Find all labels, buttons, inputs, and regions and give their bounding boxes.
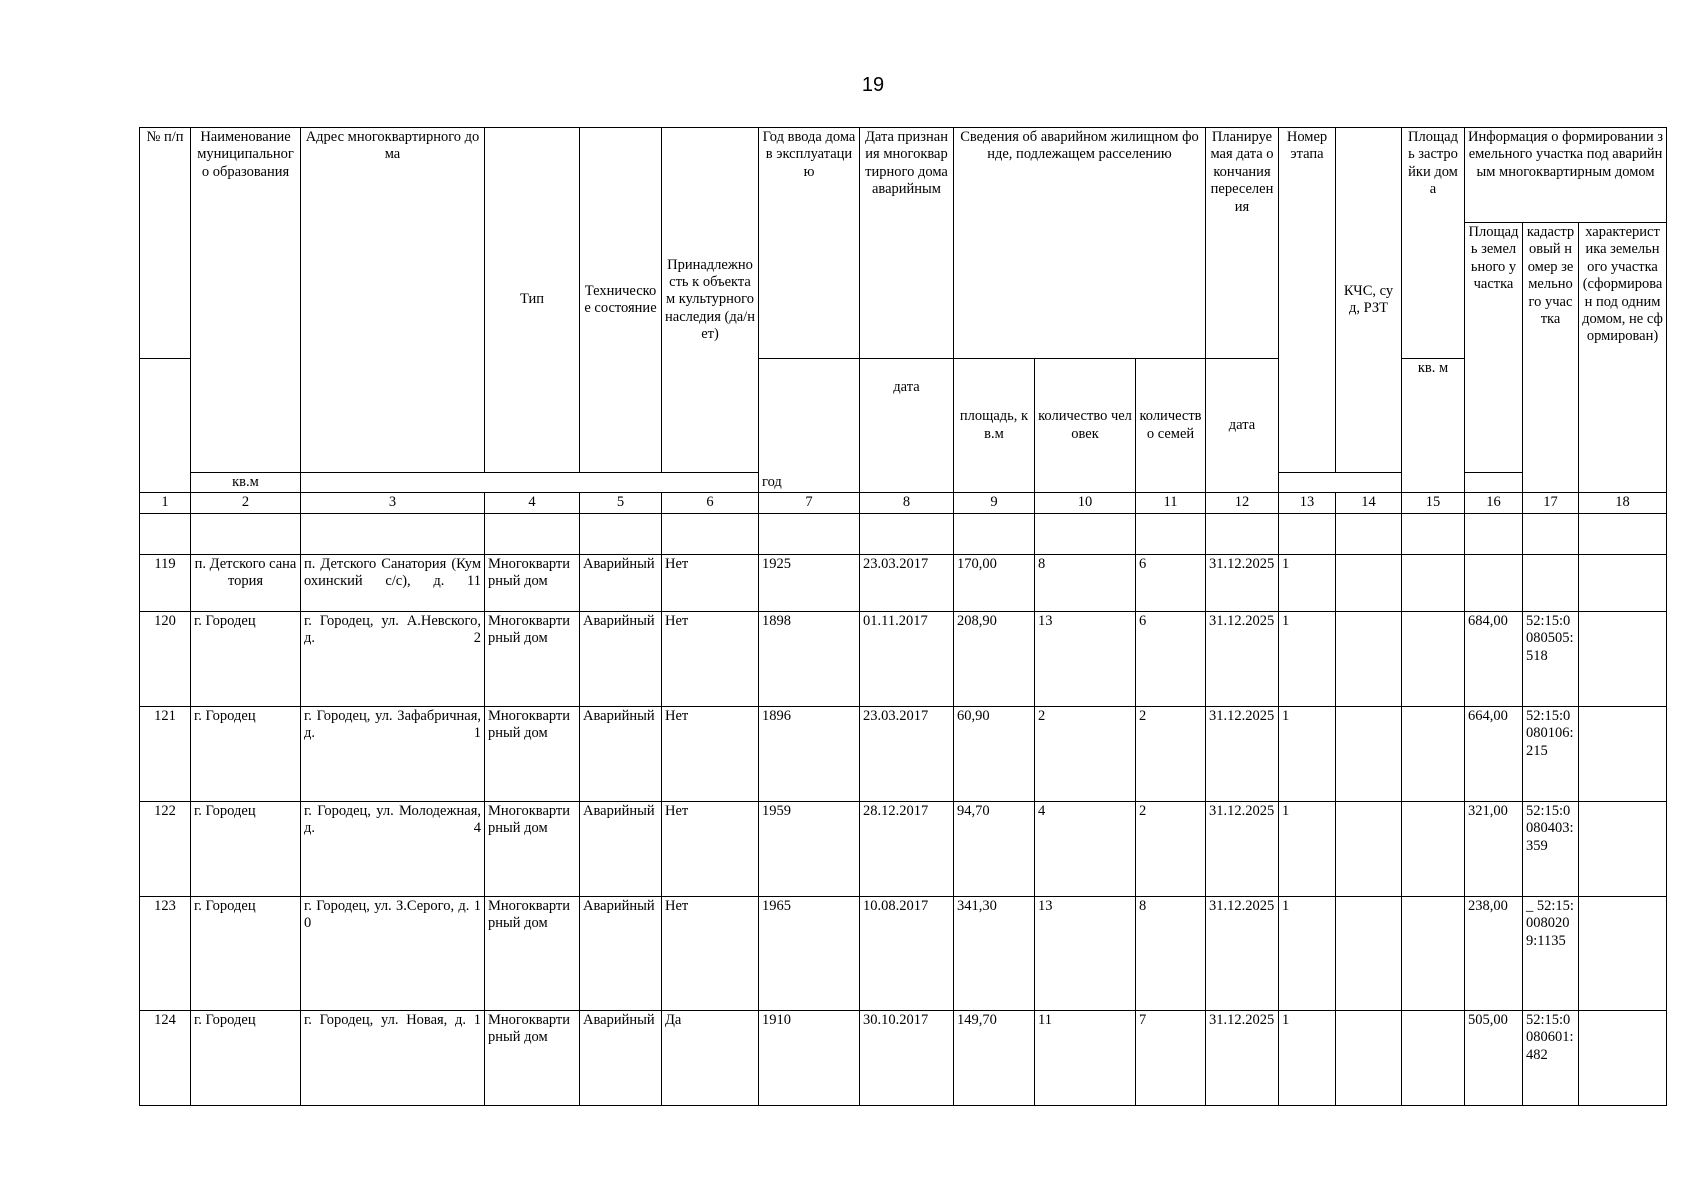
header-group-16-18: Информация о формировании земельного участка под аварийным многоквартирным домом <box>1465 128 1667 223</box>
column-number: 17 <box>1523 493 1579 513</box>
row-number: 122 <box>140 801 191 896</box>
cadastral-number: 52:15:0080106:215 <box>1523 706 1579 801</box>
land-characteristic <box>1579 611 1667 706</box>
address: г. Городец, ул. Молодежная, д. 4 <box>301 801 485 896</box>
land-characteristic <box>1579 801 1667 896</box>
land-characteristic <box>1579 706 1667 801</box>
building-area <box>1402 801 1465 896</box>
area: 208,90 <box>954 611 1035 706</box>
heritage: Нет <box>662 554 759 611</box>
area: 341,30 <box>954 896 1035 1010</box>
commission-year: 1925 <box>759 554 860 611</box>
building-area <box>1402 896 1465 1010</box>
families-count: 2 <box>1136 706 1206 801</box>
header-col-11: количество семей <box>1136 359 1206 493</box>
header-col-1: № п/п <box>140 128 191 359</box>
stage-number: 1 <box>1279 706 1336 801</box>
families-count: 2 <box>1136 801 1206 896</box>
address: г. Городец, ул. А.Невского, д. 2 <box>301 611 485 706</box>
technical-state: Аварийный <box>580 801 662 896</box>
commission-year: 1910 <box>759 1010 860 1105</box>
land-characteristic <box>1579 1010 1667 1105</box>
row-number: 119 <box>140 554 191 611</box>
stage-number: 1 <box>1279 554 1336 611</box>
technical-state: Аварийный <box>580 706 662 801</box>
header-col-12-sub: дата <box>1206 359 1279 493</box>
house-type: Многоквартирный дом <box>485 801 580 896</box>
stage-number: 1 <box>1279 611 1336 706</box>
column-number: 12 <box>1206 493 1279 513</box>
emergency-date: 01.11.2017 <box>860 611 954 706</box>
kchs <box>1336 896 1402 1010</box>
families-count: 7 <box>1136 1010 1206 1105</box>
building-area <box>1402 554 1465 611</box>
row-number: 123 <box>140 896 191 1010</box>
column-number: 11 <box>1136 493 1206 513</box>
commission-year: 1898 <box>759 611 860 706</box>
building-area <box>1402 1010 1465 1105</box>
column-number: 6 <box>662 493 759 513</box>
planned-date: 31.12.2025 <box>1206 801 1279 896</box>
table-row <box>140 896 1667 1010</box>
header-group-9-11: Сведения об аварийном жилищном фонде, подлежащем расселению <box>954 128 1206 359</box>
row-number: 124 <box>140 1010 191 1105</box>
header-col-8-sub: дата <box>860 359 954 493</box>
address: г. Городец, ул. Зафабричная, д. 1 <box>301 706 485 801</box>
header-col-10: количество человек <box>1035 359 1136 493</box>
house-type: Многоквартирный дом <box>485 554 580 611</box>
column-numbers-row <box>140 493 1667 513</box>
planned-date: 31.12.2025 <box>1206 896 1279 1010</box>
building-area <box>1402 706 1465 801</box>
families-count: 8 <box>1136 896 1206 1010</box>
cadastral-number: 52:15:0080601:482 <box>1523 1010 1579 1105</box>
column-number: 9 <box>954 493 1035 513</box>
header-col-12: Планируемая дата окончания переселения <box>1206 128 1279 359</box>
area: 60,90 <box>954 706 1035 801</box>
emergency-date: 23.03.2017 <box>860 706 954 801</box>
area: 170,00 <box>954 554 1035 611</box>
kchs <box>1336 801 1402 896</box>
column-number: 7 <box>759 493 860 513</box>
column-number: 14 <box>1336 493 1402 513</box>
land-characteristic <box>1579 896 1667 1010</box>
column-number: 8 <box>860 493 954 513</box>
cadastral-number <box>1523 554 1579 611</box>
cadastral-number: _ 52:15:0080209:1135 <box>1523 896 1579 1010</box>
kchs <box>1336 554 1402 611</box>
heritage: Да <box>662 1010 759 1105</box>
people-count: 13 <box>1035 896 1136 1010</box>
kchs <box>1336 1010 1402 1105</box>
column-number: 5 <box>580 493 662 513</box>
header-col-7: Год ввода дома в эксплуатацию <box>759 128 860 359</box>
spacer-row <box>140 513 1667 554</box>
land-area <box>1465 554 1523 611</box>
people-count: 4 <box>1035 801 1136 896</box>
technical-state: Аварийный <box>580 611 662 706</box>
header-col-16: Площадь земельного участка <box>1465 223 1523 473</box>
technical-state: Аварийный <box>580 896 662 1010</box>
header-col-17: кадастровый номер земельного участка <box>1523 223 1579 493</box>
families-count: 6 <box>1136 611 1206 706</box>
municipality: г. Городец <box>191 611 301 706</box>
table-row <box>140 706 1667 801</box>
kchs <box>1336 611 1402 706</box>
planned-date: 31.12.2025 <box>1206 1010 1279 1105</box>
people-count: 13 <box>1035 611 1136 706</box>
land-area: 238,00 <box>1465 896 1523 1010</box>
header-col-16-sub: кв.м <box>191 473 301 493</box>
header-col-5: Техническое состояние <box>580 128 662 473</box>
planned-date: 31.12.2025 <box>1206 611 1279 706</box>
header-col-4: Тип <box>485 128 580 473</box>
table-header <box>140 128 1667 555</box>
stage-number: 1 <box>1279 1010 1336 1105</box>
column-number: 1 <box>140 493 191 513</box>
commission-year: 1959 <box>759 801 860 896</box>
cadastral-number: 52:15:0080403:359 <box>1523 801 1579 896</box>
emergency-date: 28.12.2017 <box>860 801 954 896</box>
municipality: г. Городец <box>191 1010 301 1105</box>
row-number: 121 <box>140 706 191 801</box>
header-col-2: Наименование муниципального образования <box>191 128 301 473</box>
column-number: 4 <box>485 493 580 513</box>
header-col-1-sub <box>140 359 191 493</box>
row-number: 120 <box>140 611 191 706</box>
page-number: 19 <box>861 74 885 96</box>
emergency-date: 30.10.2017 <box>860 1010 954 1105</box>
table-body <box>140 554 1667 1105</box>
address: п. Детского Санатория (Кумохинский с/с), д. 11 <box>301 554 485 611</box>
land-area: 664,00 <box>1465 706 1523 801</box>
heritage: Нет <box>662 801 759 896</box>
technical-state: Аварийный <box>580 554 662 611</box>
building-area <box>1402 611 1465 706</box>
house-type: Многоквартирный дом <box>485 706 580 801</box>
land-area: 321,00 <box>1465 801 1523 896</box>
column-number: 2 <box>191 493 301 513</box>
column-number: 3 <box>301 493 485 513</box>
header-col-8: Дата признания многоквартирного дома аварийным <box>860 128 954 359</box>
people-count: 11 <box>1035 1010 1136 1105</box>
people-count: 8 <box>1035 554 1136 611</box>
column-number: 18 <box>1579 493 1667 513</box>
house-type: Многоквартирный дом <box>485 611 580 706</box>
area: 149,70 <box>954 1010 1035 1105</box>
land-area: 684,00 <box>1465 611 1523 706</box>
header-col-7-sub: год <box>759 359 860 493</box>
emergency-housing-table <box>139 127 1667 1106</box>
heritage: Нет <box>662 706 759 801</box>
address: г. Городец, ул. З.Серого, д. 10 <box>301 896 485 1010</box>
municipality: г. Городец <box>191 801 301 896</box>
planned-date: 31.12.2025 <box>1206 706 1279 801</box>
heritage: Нет <box>662 611 759 706</box>
municipality: г. Городец <box>191 706 301 801</box>
families-count: 6 <box>1136 554 1206 611</box>
table-row <box>140 801 1667 896</box>
cadastral-number: 52:15:0080505:518 <box>1523 611 1579 706</box>
table-row <box>140 554 1667 611</box>
header-col-3: Адрес многоквартирного дома <box>301 128 485 473</box>
area: 94,70 <box>954 801 1035 896</box>
header-col-13: Номер этапа <box>1279 128 1336 473</box>
stage-number: 1 <box>1279 896 1336 1010</box>
header-col-18: характеристика земельного участка (сформирован под одним домом, не сформирован) <box>1579 223 1667 493</box>
header-col-9: площадь, кв.м <box>954 359 1035 493</box>
people-count: 2 <box>1035 706 1136 801</box>
house-type: Многоквартирный дом <box>485 896 580 1010</box>
stage-number: 1 <box>1279 801 1336 896</box>
header-col-14: КЧС, суд, РЗТ <box>1336 128 1402 473</box>
header-col-15: Площадь застройки дома <box>1402 128 1465 359</box>
commission-year: 1965 <box>759 896 860 1010</box>
municipality: п. Детского санатория <box>191 554 301 611</box>
land-characteristic <box>1579 554 1667 611</box>
heritage: Нет <box>662 896 759 1010</box>
house-type: Многоквартирный дом <box>485 1010 580 1105</box>
commission-year: 1896 <box>759 706 860 801</box>
table-row <box>140 611 1667 706</box>
column-number: 15 <box>1402 493 1465 513</box>
kchs <box>1336 706 1402 801</box>
planned-date: 31.12.2025 <box>1206 554 1279 611</box>
header-col-6: Принадлежность к объектам культурного наследия (да/нет) <box>662 128 759 473</box>
emergency-date: 10.08.2017 <box>860 896 954 1010</box>
column-number: 13 <box>1279 493 1336 513</box>
table-row <box>140 1010 1667 1105</box>
header-col-15-sub: кв. м <box>1402 359 1465 493</box>
address: г. Городец, ул. Новая, д. 1 <box>301 1010 485 1105</box>
emergency-date: 23.03.2017 <box>860 554 954 611</box>
column-number: 10 <box>1035 493 1136 513</box>
column-number: 16 <box>1465 493 1523 513</box>
municipality: г. Городец <box>191 896 301 1010</box>
technical-state: Аварийный <box>580 1010 662 1105</box>
land-area: 505,00 <box>1465 1010 1523 1105</box>
